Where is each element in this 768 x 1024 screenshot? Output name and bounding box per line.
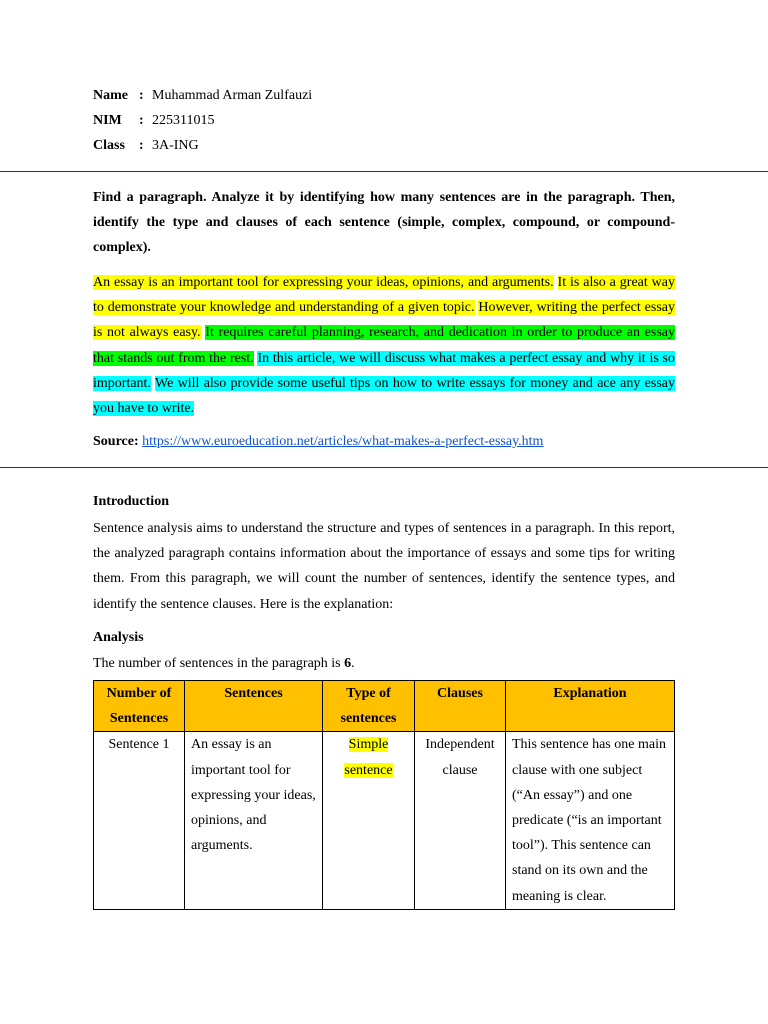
name-label: Name bbox=[93, 88, 128, 103]
nim-colon: : bbox=[139, 113, 144, 128]
cell-number: Sentence 1 bbox=[94, 732, 185, 909]
header-number: Number of Sentences bbox=[94, 681, 185, 732]
introduction-heading: Introduction bbox=[93, 494, 169, 509]
analysis-table bbox=[93, 680, 675, 910]
nim-row bbox=[93, 111, 312, 136]
sentence-count-text: The number of sentences in the paragraph is bbox=[93, 656, 341, 671]
header-type: Type of sentences bbox=[323, 681, 415, 732]
class-row bbox=[93, 136, 312, 161]
header-clauses: Clauses bbox=[415, 681, 506, 732]
header-sentences: Sentences bbox=[185, 681, 323, 732]
introduction-section bbox=[93, 492, 675, 617]
cell-type-highlight: Simple sentence bbox=[344, 737, 393, 778]
sentence-count-value: 6 bbox=[344, 656, 352, 671]
name-value: Muhammad Arman Zulfauzi bbox=[152, 88, 313, 103]
source-label: Source: bbox=[93, 434, 139, 449]
table-row bbox=[94, 732, 675, 909]
sample-paragraph bbox=[93, 270, 675, 421]
sentence-3-highlight: However, writing the perfect essay is not always easy. bbox=[93, 300, 675, 341]
student-info bbox=[93, 86, 312, 161]
task-instructions: Find a paragraph. Analyze it by identifying how many sentences are in the paragraph. Then, identify the type and clauses of each sentence (simple, complex, compound, or compound-complex). bbox=[93, 190, 675, 255]
cell-type bbox=[323, 732, 415, 909]
name-row bbox=[93, 86, 312, 111]
cell-explanation: This sentence has one main clause with one subject (“An essay”) and one predicate (“is an important tool”). This sentence can stand on its own and the meaning is clear. bbox=[506, 732, 675, 909]
introduction-text: Sentence analysis aims to understand the structure and types of sentences in a paragraph. In this report, the analyzed paragraph contains information about the importance of essays and some tips for writing them. From this paragraph, we will count the number of sentences, identify the sentence types, and identify the sentence clauses. Here is the explanation: bbox=[93, 521, 675, 612]
nim-value: 225311015 bbox=[152, 113, 215, 128]
top-divider bbox=[0, 171, 768, 172]
cell-clauses: Independent clause bbox=[415, 732, 506, 909]
middle-divider bbox=[0, 467, 768, 468]
table-header-row bbox=[94, 681, 675, 732]
sentence-4-highlight: It requires careful planning, research, and dedication in order to produce an essay that stands out from the rest. bbox=[93, 325, 676, 366]
class-value: 3A-ING bbox=[152, 138, 199, 153]
sentence-5-highlight: In this article, we will discuss what makes a perfect essay and why it is so important. bbox=[93, 350, 675, 391]
class-label: Class bbox=[93, 138, 125, 153]
nim-label: NIM bbox=[93, 113, 122, 128]
analysis-section bbox=[93, 628, 675, 674]
sentence-count-period: . bbox=[351, 656, 355, 671]
header-explanation: Explanation bbox=[506, 681, 675, 732]
cell-sentence: An essay is an important tool for expressing your ideas, opinions, and arguments. bbox=[185, 732, 323, 909]
source-link[interactable]: https://www.euroeducation.net/articles/what-makes-a-perfect-essay.htm bbox=[142, 434, 544, 449]
name-colon: : bbox=[139, 88, 144, 103]
analysis-heading: Analysis bbox=[93, 630, 144, 645]
sentence-2-highlight: It is also a great way to demonstrate your knowledge and understanding of a given topic. bbox=[93, 275, 676, 316]
sentence-count-line bbox=[93, 654, 675, 674]
sentence-1-highlight: An essay is an important tool for expressing your ideas, opinions, and arguments. bbox=[93, 275, 554, 290]
sentence-6-highlight: We will also provide some useful tips on how to write essays for money and ace any essay you have to write. bbox=[93, 375, 675, 417]
source-line bbox=[93, 432, 543, 452]
class-colon: : bbox=[139, 138, 144, 153]
